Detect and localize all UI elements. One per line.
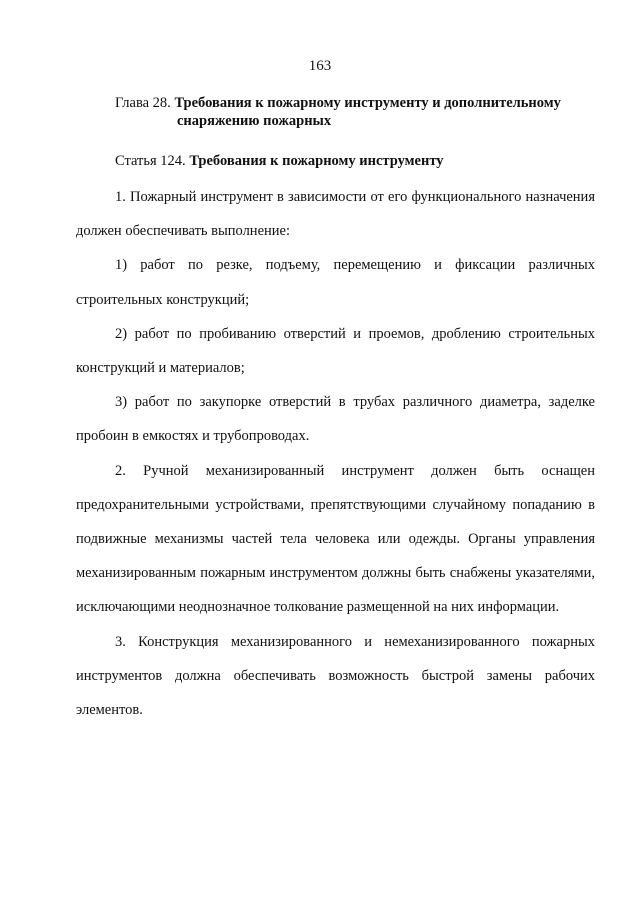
paragraph-3: 3. Конструкция механизированного и немеханизированного пожарных инструментов должна обеспечивать возможность быстрой замены рабочих элементов. — [76, 633, 595, 719]
article-body — [76, 180, 595, 727]
article-title: Требования к пожарному инструменту — [189, 153, 444, 169]
paragraph-item-2: 2) работ по пробиванию отверстий и проемов, дроблению строительных конструкций и материалов; — [76, 325, 595, 377]
paragraph-item-1: 1) работ по резке, подъему, перемещению и фиксации различных строительных конструкций; — [76, 257, 595, 308]
chapter-title-line1: Требования к пожарному инструменту и дополнительному — [174, 95, 561, 111]
paragraph-2: 2. Ручной механизированный инструмент должен быть оснащен предохранительными устройствами, препятствующими случайному попаданию в подвижные механизмы частей тела человека или одежды. Органы управления механизированным пожарным инструментом должны быть снабжены указателями, исключающими неоднозначное толкование размещенной на них информации. — [76, 462, 595, 616]
paragraph-1: 1. Пожарный инструмент в зависимости от его функционального назначения должен обеспечивать выполнение: — [76, 189, 595, 240]
paragraph-item-3: 3) работ по закупорке отверстий в трубах различного диаметра, заделке пробоин в емкостях и трубопроводах. — [76, 394, 595, 445]
chapter-prefix: Глава 28. — [115, 95, 175, 111]
page-number: 163 — [308, 58, 332, 74]
chapter-heading — [115, 94, 615, 130]
chapter-title-line2: снаряжению пожарных — [177, 113, 332, 129]
article-prefix: Статья 124. — [115, 153, 190, 169]
article-heading — [115, 152, 595, 170]
